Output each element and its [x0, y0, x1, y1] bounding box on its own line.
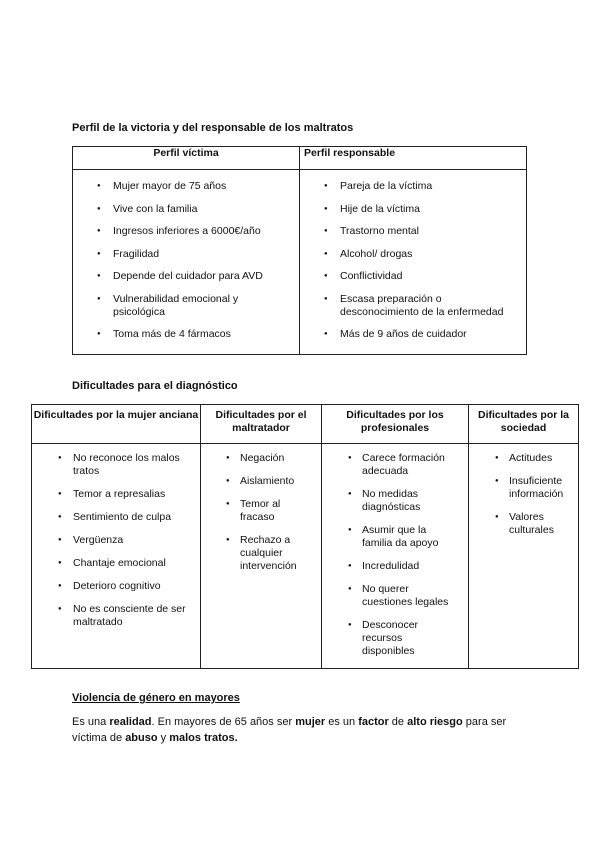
list-item: ● No reconoce los malos tratos [32, 452, 193, 478]
list-item: ● Pareja de la víctima [300, 180, 526, 193]
list-item: ● Conflictividad [300, 270, 526, 283]
mujer-list [32, 452, 200, 629]
list-item: ● Hije de la víctima [300, 203, 526, 216]
list-item: ● Mujer mayor de 75 años [73, 180, 299, 193]
list-item: ● Negación [201, 452, 321, 465]
responsible-list [300, 180, 526, 341]
list-item: ● Sentimiento de culpa [32, 511, 200, 524]
list-item: ● No es consciente de ser maltratado [32, 603, 198, 629]
sociedad-list [469, 452, 578, 537]
list-item: ● Escasa preparación o desconocimiento de la enfermedad [300, 293, 520, 319]
profesionales-list [322, 452, 468, 658]
list-item: ● Vive con la familia [73, 203, 299, 216]
list-item: ● Temor a represalias [32, 488, 200, 501]
list-item: ● Más de 9 años de cuidador [300, 328, 526, 341]
paragraph-bold: factor [358, 716, 389, 728]
list-item: ● Valores culturales [469, 511, 564, 537]
list-item: ● Temor al fracaso [201, 498, 295, 524]
header-perfil-responsable: Perfil responsable [300, 147, 527, 170]
list-item: ● Asumir que la familia da apoyo [322, 524, 447, 550]
sociedad-cell [469, 444, 579, 669]
section-title-violencia: Violencia de género en mayores [72, 692, 240, 704]
maltratador-cell [201, 444, 322, 669]
list-item: ● Insuficiente información [469, 475, 574, 501]
paragraph-bold: alto riesgo [407, 716, 463, 728]
list-item: ● Vergüenza [32, 534, 200, 547]
list-item: ● Toma más de 4 fármacos [73, 328, 299, 341]
paragraph-bold: realidad [109, 716, 152, 728]
violencia-paragraph [72, 714, 532, 746]
header-mujer-anciana: Dificultades por la mujer anciana [32, 405, 201, 444]
section-title-perfil: Perfil de la victoria y del responsable de los maltratos [72, 122, 354, 134]
paragraph-text: Es una [72, 716, 110, 728]
paragraph-bold: abuso [125, 732, 158, 744]
header-sociedad: Dificultades por la sociedad [469, 405, 579, 444]
list-item: ● Aislamiento [201, 475, 321, 488]
mujer-cell [32, 444, 201, 669]
dificultades-table [31, 404, 579, 669]
list-item: ● Deterioro cognitivo [32, 580, 200, 593]
list-item: ● Alcohol/ drogas [300, 248, 526, 261]
profesionales-cell [322, 444, 469, 669]
paragraph-text: para ser víctima de [72, 716, 507, 744]
paragraph-text: . En mayores de 65 años ser [151, 716, 296, 728]
list-item: ● Fragilidad [73, 248, 299, 261]
header-maltratador: Dificultades por el maltratador [201, 405, 322, 444]
list-item: ● Trastorno mental [300, 225, 526, 238]
header-profesionales: Dificultades por los profesionales [322, 405, 469, 444]
list-item: ● Ingresos inferiores a 6000€/año [73, 225, 299, 238]
paragraph-bold: mujer [295, 716, 326, 728]
paragraph-text: es un [325, 716, 359, 728]
paragraph-bold: malos tratos. [169, 732, 238, 744]
victim-list [73, 180, 299, 341]
perfil-table [72, 146, 527, 355]
list-item: ● Incredulidad [322, 560, 468, 573]
list-item: ● No medidas diagnósticas [322, 488, 437, 514]
section-title-dificultades: Dificultades para el diagnóstico [72, 380, 238, 392]
list-item: ● Rechazo a cualquier intervención [201, 534, 305, 573]
list-item: ● Desconocer recursos disponibles [322, 619, 427, 658]
list-item: ● Chantaje emocional [32, 557, 200, 570]
paragraph-text: y [157, 732, 170, 744]
list-item: ● Depende del cuidador para AVD [73, 270, 299, 283]
list-item: ● No querer cuestiones legales [322, 583, 457, 609]
list-item: ● Carece formación adecuada [322, 452, 452, 478]
responsible-cell [300, 170, 527, 355]
list-item: ● Actitudes [469, 452, 578, 465]
paragraph-text: de [388, 716, 408, 728]
list-item: ● Vulnerabilidad emocional y psicológica [73, 293, 263, 319]
header-perfil-victima: Perfil víctima [73, 147, 300, 170]
maltratador-list [201, 452, 321, 573]
victim-cell [73, 170, 300, 355]
